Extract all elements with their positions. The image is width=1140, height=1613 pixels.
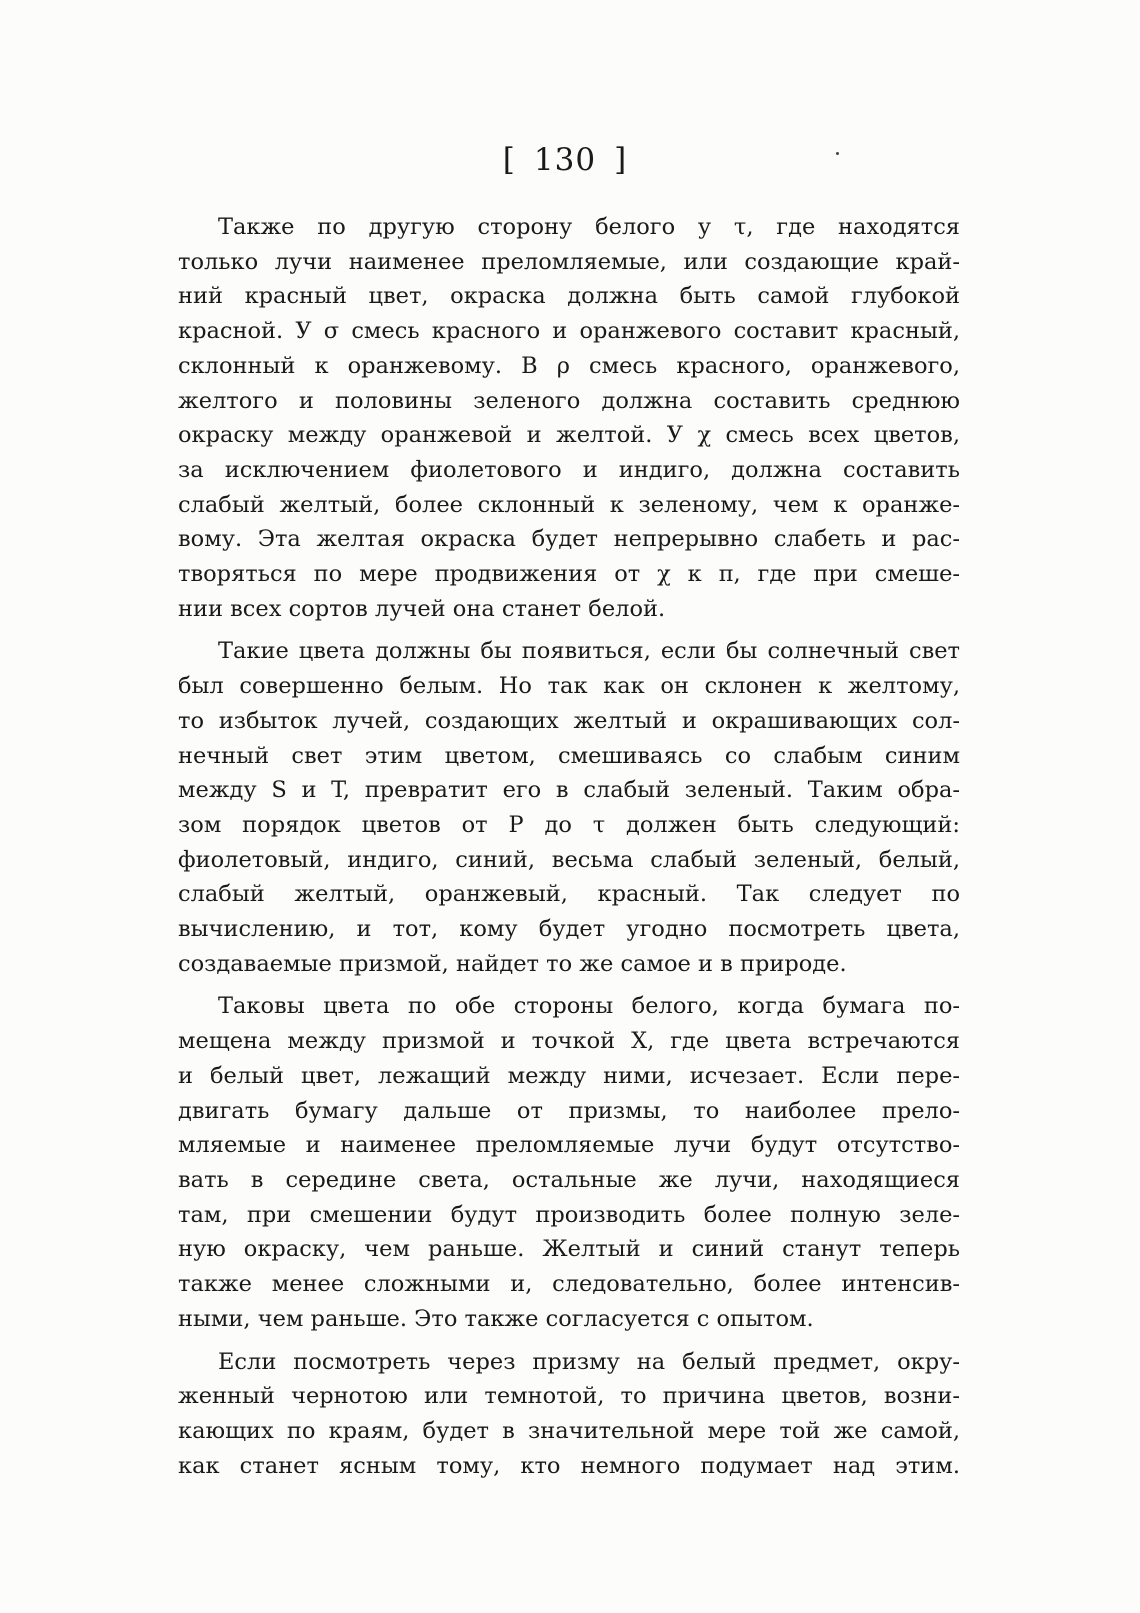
text-line: кающих по краям, будет в значительной мере той же самой,: [178, 1417, 960, 1444]
text-line: вому. Эта желтая окраска будет непрерывно слабеть и рас-: [178, 526, 960, 553]
text-line: красной. У σ смесь красного и оранжевого составит красный,: [178, 318, 960, 345]
text-line: нии всех сортов лучей она станет белой.: [178, 595, 666, 622]
text-line: Такие цвета должны бы появиться, если бы солнечный свет: [218, 638, 960, 665]
text-line: Таковы цвета по обе стороны белого, когда бумага по-: [218, 993, 960, 1020]
text-line: вычислению, и тот, кому будет угодно посмотреть цвета,: [178, 916, 960, 943]
text-line: за исключением фиолетового и индиго, должна составить: [178, 456, 960, 483]
page-number: 130: [533, 142, 597, 178]
text-line: двигать бумагу дальше от призмы, то наиболее прело-: [178, 1097, 960, 1124]
text-line: окраску между оранжевой и желтой. У χ смесь всех цветов,: [178, 422, 960, 449]
text-line: и белый цвет, лежащий между ними, исчезает. Если пере-: [178, 1062, 960, 1089]
text-line: нечный свет этим цветом, смешиваясь со слабым синим: [178, 742, 960, 769]
text-line: мляемые и наименее преломляемые лучи будут отсутство-: [178, 1132, 960, 1159]
page-number-header: [480, 142, 650, 178]
text-line: ную окраску, чем раньше. Желтый и синий станут теперь: [178, 1236, 960, 1263]
left-bracket: [: [502, 142, 516, 178]
text-line: слабый желтый, более склонный к зеленому, чем к оранже-: [178, 491, 960, 518]
text-line: мещена между призмой и точкой X, где цвета встречаются: [178, 1028, 960, 1055]
text-line: ний красный цвет, окраска должна быть самой глубокой: [178, 283, 960, 310]
text-line: ными, чем раньше. Это также согласуется с опытом.: [178, 1305, 814, 1332]
text-line: фиолетовый, индиго, синий, весьма слабый зеленый, белый,: [178, 846, 960, 873]
text-line: только лучи наименее преломляемые, или создающие край-: [178, 248, 960, 275]
text-line: слабый желтый, оранжевый, красный. Так следует по: [178, 881, 960, 908]
text-line: Также по другую сторону белого у τ, где находятся: [218, 214, 960, 240]
print-speck: [836, 152, 839, 155]
text-line: между S и T, превратит его в слабый зеленый. Таким обра-: [178, 777, 960, 804]
text-line: был совершенно белым. Но так как он склонен к желтому,: [178, 673, 960, 700]
text-line: творяться по мере продвижения от χ к π, где при смеше-: [178, 561, 960, 588]
right-bracket: ]: [614, 142, 628, 178]
text-line: склонный к оранжевому. В ρ смесь красного, оранжевого,: [178, 352, 960, 379]
paragraph: [178, 989, 960, 1336]
text-line: Если посмотреть через призму на белый предмет, окру-: [218, 1348, 960, 1375]
text-line: вать в середине света, остальные же лучи, находящиеся: [178, 1166, 960, 1193]
paragraph: [178, 1345, 960, 1484]
text-line: женный чернотою или темнотой, то причина цветов, возни-: [178, 1383, 960, 1410]
text-line: зом порядок цветов от P до τ должен быть следующий:: [178, 811, 960, 838]
text-line: как станет ясным тому, кто немного подумает над этим.: [178, 1452, 960, 1479]
paragraph: [178, 634, 960, 981]
body-text: [178, 210, 960, 1491]
text-line: то избыток лучей, создающих желтый и окрашивающих сол-: [178, 707, 960, 734]
text-line: желтого и половины зеленого должна составить среднюю: [178, 387, 960, 414]
paragraph: [178, 210, 960, 626]
text-line: также менее сложными и, следовательно, более интенсив-: [178, 1271, 960, 1298]
text-line: создаваемые призмой, найдет то же самое и в природе.: [178, 950, 847, 977]
text-line: там, при смешении будут производить более полную зеле-: [178, 1201, 960, 1228]
